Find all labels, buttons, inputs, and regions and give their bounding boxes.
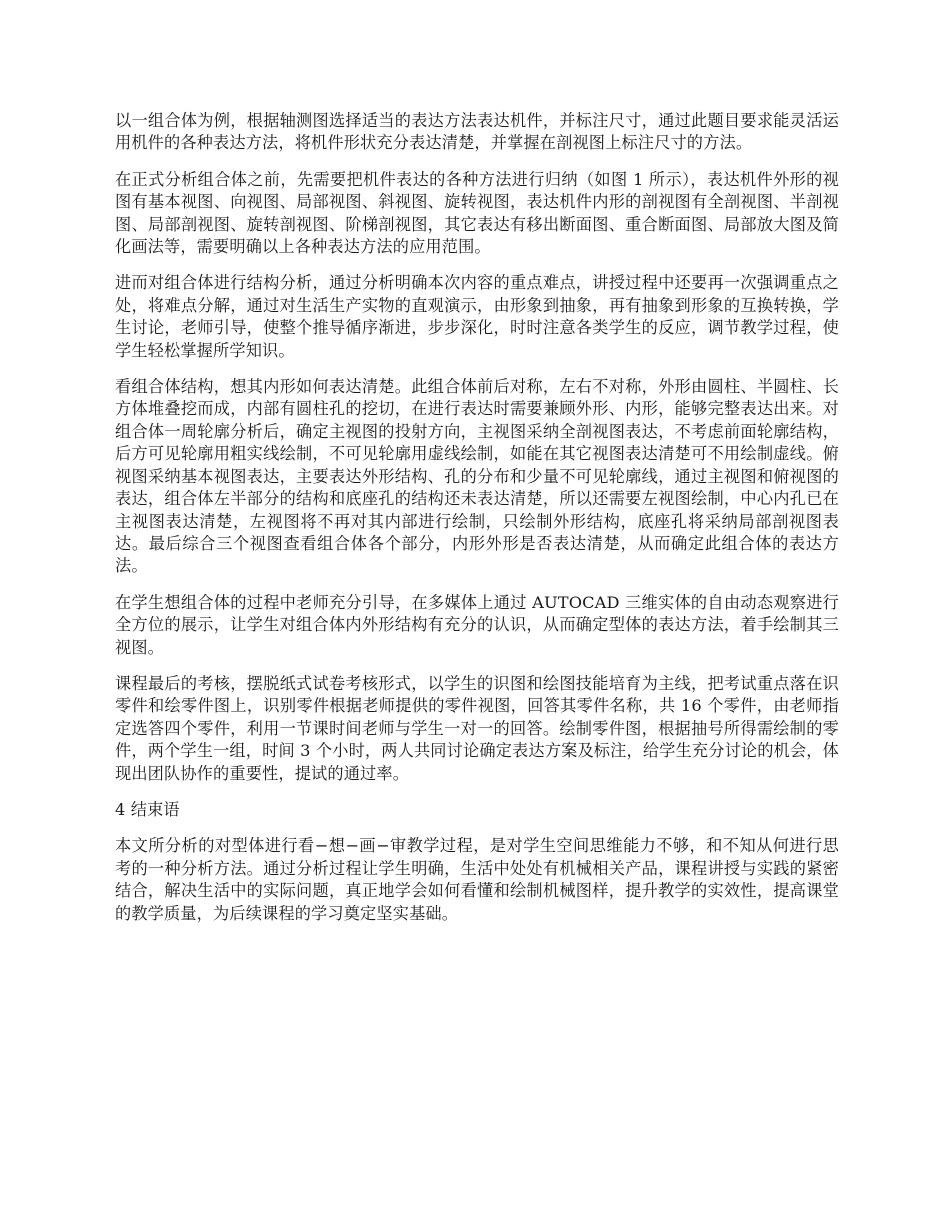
section-heading: 4 结束语 <box>115 799 180 819</box>
paragraph-structure-analysis: 进而对组合体进行结构分析，通过分析明确本次内容的重点难点，讲授过程中还要再一次强调重点之处，将难点分解，通过对生活生产实物的直观演示，由形象到抽象，再有抽象到形象的互换转换，学生讨论，老师引导，使整个推导循序渐进，步步深化，时时注意各类学生的反应，调节教学过程，使学生轻松掌握所学知识。 <box>115 273 839 360</box>
paragraph-conclusion: 本文所分析的对型体进行看−想−画−审教学过程，是对学生空间思维能力不够，和不知从何进行思考的一种分析方法。通过分析过程让学生明确，生活中处处有机械相关产品，课程讲授与实践的紧密结合，解决生活中的实际问题，真正地学会如何看懂和绘制机械图样，提升教学的实效性，提高课堂的教学质量，为后续课程的学习奠定坚实基础。 <box>115 836 839 923</box>
document-body <box>115 110 839 939</box>
paragraph-autocad-guidance: 在学生想组合体的过程中老师充分引导，在多媒体上通过 AUTOCAD 三维实体的自由动态观察进行全方位的展示，让学生对组合体内外形结构有充分的认识，从而确定型体的表达方法，着手绘制其三视图。 <box>115 592 839 657</box>
paragraph-methods-summary: 在正式分析组合体之前，先需要把机件表达的各种方法进行归纳（如图 1 所示），表达机件外形的视图有基本视图、向视图、局部视图、斜视图、旋转视图，表达机件内形的剖视图有全剖视图、半剖视图、局部剖视图、旋转剖视图、阶梯剖视图，其它表达有移出断面图、重合断面图、局部放大图及简化画法等，需要明确以上各种表达方法的应用范围。 <box>115 169 839 257</box>
paragraph-assessment: 课程最后的考核，摆脱纸式试卷考核形式，以学生的识图和绘图技能培育为主线，把考试重点落在识零件和绘零件图上，识别零件根据老师提供的零件视图，回答其零件名称，共 16 个零件，由老师指定选答四个零件，利用一节课时间老师与学生一对一的回答。绘制零件图，根据抽号所得需绘制的零件，两个学生一组，时间 3 个小时，两人共同讨论确定表达方案及标注，给学生充分讨论的机会，体现出团队协作的重要性，提试的通过率。 <box>115 673 839 783</box>
paragraph-intro: 以一组合体为例，根据轴测图选择适当的表达方法表达机件，并标注尺寸，通过此题目要求能灵活运用机件的各种表达方法，将机件形状充分表达清楚，并掌握在剖视图上标注尺寸的方法。 <box>115 111 839 153</box>
paragraph-view-expression: 看组合体结构，想其内形如何表达清楚。此组合体前后对称，左右不对称，外形由圆柱、半圆柱、长方体堆叠挖而成，内部有圆柱孔的挖切，在进行表达时需要兼顾外形、内形，能够完整表达出来。对组合体一周轮廓分析后，确定主视图的投射方向，主视图采纳全剖视图表达，不考虑前面轮廓结构，后方可见轮廓用粗实线绘制，不可见轮廓用虚线绘制，如能在其它视图表达清楚可不用绘制虚线。俯视图采纳基本视图表达，主要表达外形结构、孔的分布和少量不可见轮廓线，通过主视图和俯视图的表达，组合体左半部分的结构和底座孔的结构还未表达清楚，所以还需要左视图绘制，中心内孔已在主视图表达清楚，左视图将不再对其内部进行绘制，只绘制外形结构，底座孔将采纳局部剖视图表达。最后综合三个视图查看组合体各个部分，内形外形是否表达清楚，从而确定此组合体的表达方法。 <box>115 377 839 576</box>
